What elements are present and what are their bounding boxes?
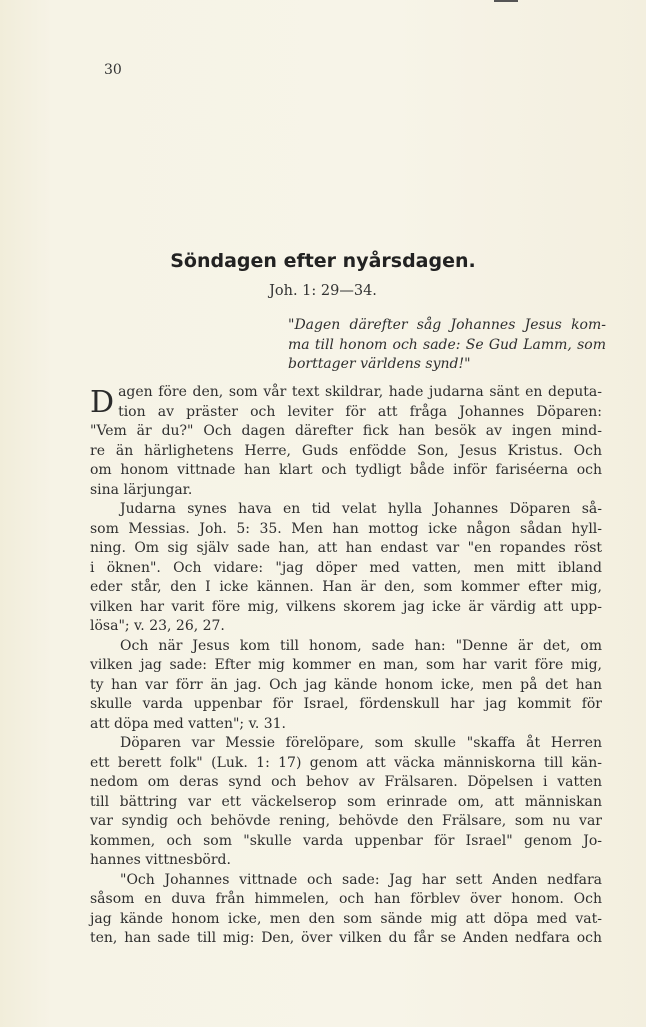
text-line: tion av präster och leviter för att fråga Johannes Döparen: <box>118 403 602 420</box>
scripture-reference: Joh. 1: 29—34. <box>269 283 377 299</box>
body-text <box>90 383 602 949</box>
epigraph-line: borttager världens synd!" <box>288 356 471 372</box>
text-line: sina lärjungar. <box>90 481 193 498</box>
text-line: re än härlighetens Herre, Guds enfödde Son, Jesus Kristus. Och <box>90 442 602 459</box>
chapter-title: Söndagen efter nyårsdagen. <box>170 250 476 272</box>
text-line: vilken har varit före mig, vilkens skorem jag icke är värdig att upp- <box>90 598 602 615</box>
text-line: eder står, den I icke kännen. Han är den, som kommer efter mig, <box>90 579 602 595</box>
text-line: Döparen var Messie förelöpare, som skulle "skaffa åt Herren <box>120 735 602 751</box>
scan-mark <box>494 0 518 2</box>
text-line: jag kände honom icke, men den som sände mig att döpa med vat- <box>90 910 602 927</box>
text-line: lösa"; v. 23, 26, 27. <box>90 618 225 634</box>
text-line: ten, han sade till mig: Den, över vilken du får se Anden nedfara och <box>90 930 602 946</box>
text-line: nedom om deras synd och behov av Frälsaren. Döpelsen i vatten <box>90 774 602 790</box>
text-line: vilken jag sade: Efter mig kommer en man, som har varit före mig, <box>90 657 602 673</box>
text-line: var syndig och behövde rening, behövde den Frälsare, som nu var <box>90 813 602 829</box>
text-line: ett berett folk" (Luk. 1: 17) genom att väcka människorna till kän- <box>90 754 602 771</box>
text-line: Och när Jesus kom till honom, sade han: "Denne är det, om <box>120 637 602 654</box>
epigraph-line: "Dagen därefter såg Johannes Jesus kom- <box>288 317 606 333</box>
text-line: kommen, och som "skulle varda uppenbar för Israel" genom Jo- <box>90 832 602 849</box>
page-number: 30 <box>104 62 122 78</box>
epigraph-quote <box>288 316 606 375</box>
text-line: Judarna synes hava en tid velat hylla Johannes Döparen så- <box>120 501 602 517</box>
text-line: i öknen". Och vidare: "jag döper med vatten, men mitt ibland <box>90 559 602 576</box>
text-line: "Vem är du?" Och dagen därefter fick han besök av ingen mind- <box>90 423 602 439</box>
text-line: ning. Om sig själv sade han, att han endast var "en ropandes röst <box>90 540 602 556</box>
text-line: skulle varda uppenbar för Israel, fördenskull har jag kommit för <box>90 696 602 712</box>
drop-cap: D <box>90 385 115 420</box>
epigraph-line: ma till honom och sade: Se Gud Lamm, som <box>288 336 606 353</box>
paragraph-opening <box>90 383 602 422</box>
text-line: hannes vittnesbörd. <box>90 852 231 868</box>
text-line: agen före den, som vår text skildrar, hade judarna sänt en deputa- <box>118 384 602 400</box>
text-line: att döpa med vatten"; v. 31. <box>90 715 286 732</box>
text-line: till bättring var ett väckelserop som erinrade om, att människan <box>90 793 602 810</box>
text-line: ty han var förr än jag. Och jag kände honom icke, men på det han <box>90 676 602 693</box>
text-line: "Och Johannes vittnade och sade: Jag har sett Anden nedfara <box>120 871 602 888</box>
text-line: som Messias. Joh. 5: 35. Men han mottog icke någon sådan hyll- <box>90 520 602 537</box>
text-line: såsom en duva från himmelen, och han förblev över honom. Och <box>90 891 602 907</box>
text-line: om honom vittnade han klart och tydligt både inför fariséerna och <box>90 462 602 478</box>
